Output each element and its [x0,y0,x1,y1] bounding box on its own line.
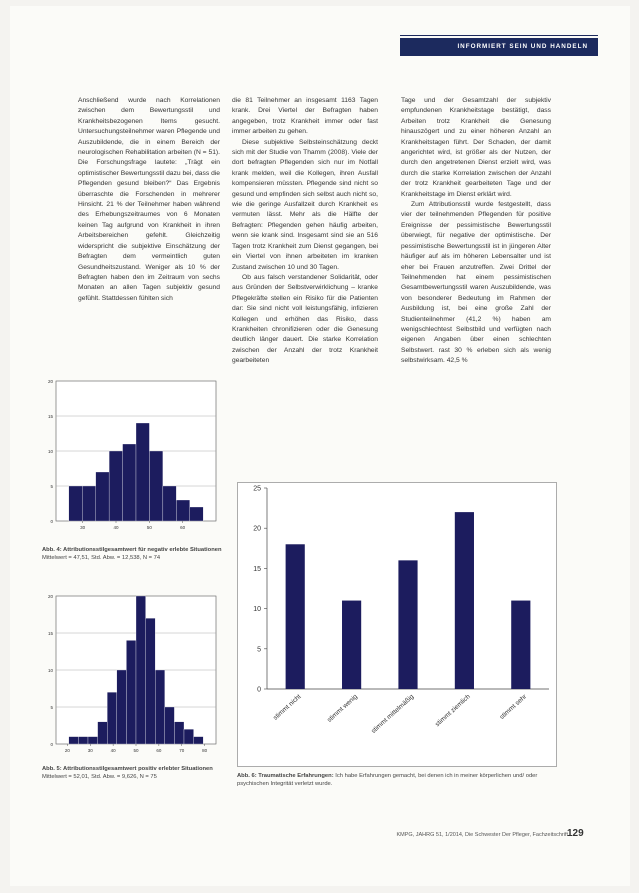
figure-5-caption [42,765,222,781]
x-tick-label: 70 [179,748,185,753]
y-tick-label: 25 [253,485,261,493]
bar [398,560,417,689]
histogram-bar [184,729,194,744]
histogram-bar [69,486,82,521]
x-category-label: stimmt mittelmäßig [370,693,416,735]
histogram-bar [69,737,79,744]
histogram-bar [136,423,149,521]
y-tick-label: 15 [47,631,53,636]
histogram-bar [117,670,127,744]
figure-4-histogram [42,375,220,535]
figure-5-caption-stats: Mittelwert = 52,01, Std. Abw. = 9,626, N = 75 [42,774,157,780]
histogram-bar [194,737,204,744]
histogram-bar [149,451,162,521]
figure-5-histogram [42,590,220,758]
y-tick-label: 5 [257,646,261,654]
bar [455,512,474,689]
x-tick-label: 30 [80,525,86,530]
x-tick-label: 30 [87,748,93,753]
y-tick-label: 15 [253,565,261,573]
figure-4-caption [42,546,222,562]
x-category-label: stimmt ziemlich [434,693,472,729]
y-tick-label: 0 [50,742,53,747]
y-tick-label: 10 [253,606,261,614]
histogram-bar [165,707,175,744]
histogram-bar [88,737,98,744]
x-category-label: stimmt sehr [498,693,529,721]
paragraph: die 81 Teilnehmer an insgesamt 1163 Tagen krank. Drei Viertel der Befragten haben angegeben, trotz Krankheit immer oder fast immer arbeiten zu gehen. [232,97,378,136]
header-rule [400,35,598,36]
journal-footer: KMPG, JAHRG 51, 1/2014, Die Schwester Der Pfleger, Fachzeitschrift [396,832,568,838]
histogram-bar [163,486,176,521]
histogram-bar [176,500,189,521]
paragraph: Diese subjektive Selbsteinschätzung deckt sich mit der Studie von Thamm (2008). Viele der dort befragten Pflegenden sich nur im Notfall krank melden, weil die Kollegen, ihren Ausfall kompensieren müssten. Pflegende sind nicht so gesund und empfinden sich selbst auch nicht so, wie die geringe Ausfallzeit durch Krankheit es vermuten lässt. Mehr als die Hälfte der Befragten: Pflegenden gehen häufig arbeiten, wenn sie krank sind. Insgesamt sind sie an 516 Tagen trotz Krankheit zum Dienst gegangen, bei ein Viertel von ihnen arbeiteten im kranken Zustand zwischen 10 und 30 Tagen. [232,138,378,271]
chart-frame [238,483,557,767]
histogram-bar [123,444,136,521]
figure-6-bar-chart [237,482,557,767]
y-tick-label: 10 [47,668,53,673]
figure-6-caption-text: Ich habe Erfahrungen gemacht, bei denen ich in meiner körperlichen und/ oder psychischen Integrität verletzt wurde. [237,773,538,787]
x-category-label: stimmt wenig [326,693,359,724]
figure-5-caption-title: Abb. 5: Attributionsstilgesamtwert positiv erlebter Situationen [42,766,213,772]
paragraph: Zum Attributionsstil wurde festgestellt, dass vier der teilnehmenden Pflegenden für positive Ereignisse der pessimistische Bewertungsstil überwiegt, für negative der optimistische. Der pessimistische Bewertungsstil ist in jüngeren Alter häufiger auf als im höheren Lebensalter und ist eher bei Frauen anzutreffen. Zwei Drittel der Teilnehmenden hat einem pessimistischen Gesamtbewertungsstil waren Auszubildende, was von besonderer Bedeutung im Rahmen der Ausbildung ist, bei eine große Zahl der Studienteilnehmer (41,2 %) haben am wenigschlechtest Selbstbild und verfügten nach eigenen Angaben über einen schlechten Selbstwert. rast 30 % erleben sich als wenig selbstwirksam. 42,5 % [401,201,551,365]
page-number: 129 [567,828,584,839]
figure-6-caption-title: Abb. 6: Traumatische Erfahrungen: [237,773,334,779]
text-column-3 [401,96,551,476]
figure-4-caption-title: Abb. 4: Attributionsstilgesamtwert für negativ erlebte Situationen [42,547,222,553]
y-tick-label: 0 [50,519,53,524]
histogram-bar [155,670,165,744]
y-tick-label: 15 [47,414,53,419]
histogram-bar [126,640,136,744]
y-tick-label: 5 [50,484,53,489]
y-tick-label: 20 [253,525,261,533]
paragraph: Tage und der Gesamtzahl der subjektiv empfundenen Krankheitstage bestätigt, dass Arbeiten trotz Krankheit die Genesung hinauszögert und zu einer höheren Anzahl an Krankheitstagen führt. Der Schaden, der damit angerichtet wird, ist größer als der Nutzen, der durch den angetretenen Dienst erzielt wird, was durch die starke Korrelation zwischen der Anzahl der trotz Krankheit gearbeiteten Tage und der Krankheitstage im Dienst erklärt wird. [401,97,551,198]
x-tick-label: 60 [180,525,186,530]
y-tick-label: 20 [47,379,53,384]
text-column-2 [232,96,378,476]
figure-4-caption-stats: Mittelwert = 47,51, Std. Abw. = 12,538, N = 74 [42,555,161,561]
histogram-bar [78,737,88,744]
section-header: INFORMIERT SEIN UND HANDELN [400,38,598,56]
histogram-bar [82,486,95,521]
histogram-bar [109,451,122,521]
y-tick-label: 20 [47,594,53,599]
histogram-bar [96,472,109,521]
x-tick-label: 80 [202,748,208,753]
bar [511,601,530,689]
histogram-bar [146,618,156,744]
bar [342,601,361,689]
x-tick-label: 40 [113,525,119,530]
bar [286,544,305,689]
text-column-1 [78,96,220,368]
histogram-bar [98,722,108,744]
x-tick-label: 60 [156,748,162,753]
histogram-bar [190,507,203,521]
histogram-bar [174,722,184,744]
y-tick-label: 0 [257,686,261,694]
y-tick-label: 5 [50,705,53,710]
x-tick-label: 50 [133,748,139,753]
x-tick-label: 50 [146,525,152,530]
histogram-bar [136,596,146,744]
paragraph: Anschließend wurde nach Korrelationen zwischen dem Bewertungsstil und Krankheitsbezogenen Items gesucht. Untersuchungsteilnehmer waren Pflegende und Auszubildende, die in einem Bereich der neurologischen Rehabilitation arbeiten (N = 51). Die Forschungsfrage lautete: „Trägt ein optimistischer Bewertungsstil dazu bei, dass die Pflegenden gesund bleiben?“ Das Ergebnis überraschte die Forschenden in mehrerer Hinsicht. 21 % der Teilnehmer haben während des Erhebungszeitraumes von 6 Monaten keinen Tag aufgrund von Krankheit in ihren Arbeitsbereichen gefehlt. Gleichzeitig widerspricht die subjektive Einschätzung der Befragten dem vermeintlich guten Gesundheitszustand. Weniger als 10 % der Befragten haben den im Zeitraum von sechs Monaten an allen Tagen subjektiv gesund gefühlt. Stattdessen fühlten sich [78,97,220,302]
figure-6-caption [237,772,562,788]
x-tick-label: 20 [64,748,70,753]
x-tick-label: 40 [110,748,116,753]
histogram-bar [107,692,117,744]
x-category-label: stimmt nicht [272,693,303,722]
paragraph: Ob aus falsch verstandener Solidarität, oder aus Gründen der Selbstverwirklichung – kranke Pflegekräfte stellen ein Risiko für die Patienten dar: Sie sind nicht voll leistungsfähig, infizieren Kollegen und erhöhen das Risiko, dass Krankheiten chronifizieren oder die Genesung deutlich länger dauert. Die starke Korrelation zwischen der Anzahl der trotz Krankheit gearbeiteten [232,273,378,365]
y-tick-label: 10 [47,449,53,454]
